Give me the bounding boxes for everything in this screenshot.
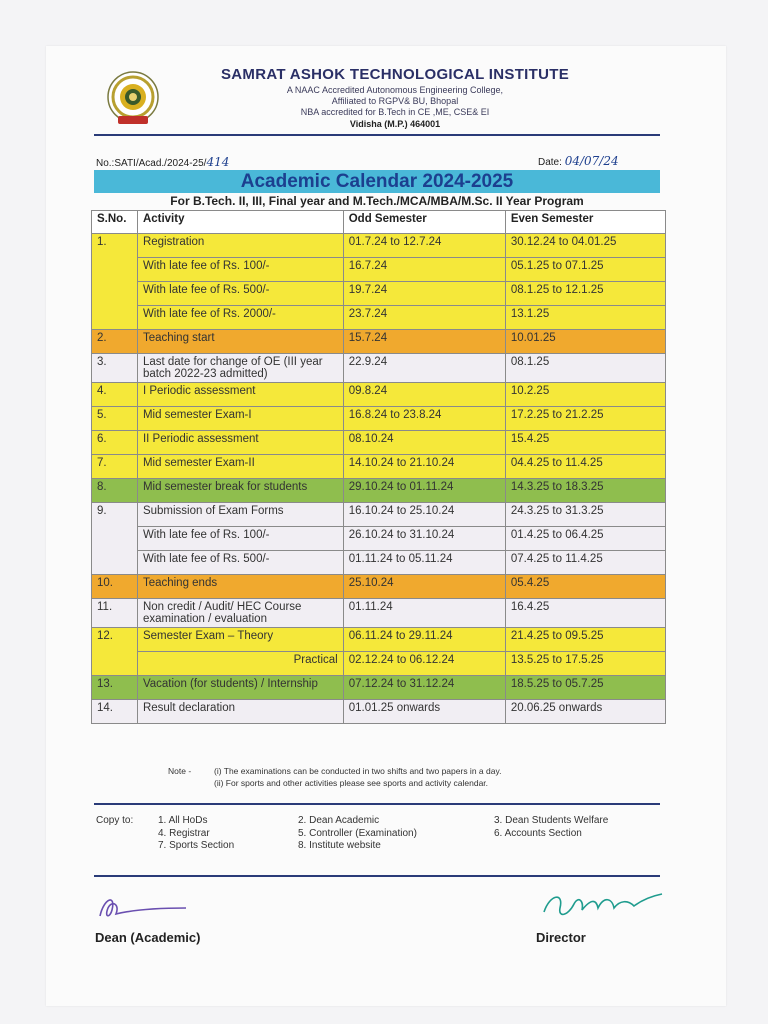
copy-to-col3 [494,815,608,840]
reference-label: No.:SATI/Acad./2024-25/ [96,158,207,169]
cell-activity: Practical [137,652,343,676]
table-row [92,306,666,330]
cell-activity: II Periodic assessment [137,431,343,455]
institute-address: Vidisha (M.P.) 464001 [349,119,441,129]
cell-activity: With late fee of Rs. 100/- [137,527,343,551]
cell-even: 24.3.25 to 31.3.25 [505,503,665,527]
cell-even: 30.12.24 to 04.01.25 [505,234,665,258]
table-row [92,282,666,306]
cell-even: 20.06.25 onwards [505,700,665,724]
director-signature [538,882,668,926]
institute-name: SAMRAT ASHOK TECHNOLOGICAL INSTITUTE [220,66,569,83]
cell-odd: 26.10.24 to 31.10.24 [343,527,505,551]
table-row [92,479,666,503]
cell-odd: 02.12.24 to 06.12.24 [343,652,505,676]
cell-sno: 14. [92,700,138,724]
header-divider [94,134,660,136]
cell-odd: 01.11.24 to 05.11.24 [343,551,505,575]
table-row [92,503,666,527]
table-row [92,700,666,724]
header-odd-semester: Odd Semester [343,211,505,234]
institute-affiliation: Affiliated to RGPV& BU, Bhopal [331,96,459,106]
cell-even: 21.4.25 to 09.5.25 [505,628,665,652]
cell-odd: 16.7.24 [343,258,505,282]
table-row [92,599,666,628]
note-section [168,765,502,788]
institute-nba: NBA accredited for B.Tech in CE ,ME, CSE& EI [300,107,490,117]
cell-odd: 14.10.24 to 21.10.24 [343,455,505,479]
table-header-row [92,211,666,234]
table-row [92,676,666,700]
header-even-semester: Even Semester [505,211,665,234]
cell-activity: With late fee of Rs. 2000/- [137,306,343,330]
cell-odd: 19.7.24 [343,282,505,306]
cell-odd: 16.8.24 to 23.8.24 [343,407,505,431]
cell-sno: 9. [92,503,138,575]
cell-even: 05.4.25 [505,575,665,599]
cell-even: 15.4.25 [505,431,665,455]
cell-even: 08.1.25 [505,354,665,383]
date-label: Date: [538,157,562,168]
academic-calendar-table [91,210,666,724]
cell-even: 14.3.25 to 18.3.25 [505,479,665,503]
cell-sno: 2. [92,330,138,354]
table-row [92,330,666,354]
table-row [92,652,666,676]
cell-odd: 01.01.25 onwards [343,700,505,724]
cell-odd: 09.8.24 [343,383,505,407]
cell-odd: 25.10.24 [343,575,505,599]
note-line-1: (i) The examinations can be conducted in two shifts and two papers in a day. [214,766,502,776]
cell-even: 18.5.25 to 05.7.25 [505,676,665,700]
cell-sno: 11. [92,599,138,628]
copy-recipient: 6. Accounts Section [494,827,582,839]
date-handwritten-value: 04/07/24 [564,154,619,168]
cell-odd: 06.11.24 to 29.11.24 [343,628,505,652]
cell-sno: 1. [92,234,138,330]
table-row [92,234,666,258]
dean-signature [94,888,194,924]
dean-academic-label: Dean (Academic) [95,930,201,945]
note-line-2: (ii) For sports and other activities please see sports and activity calendar. [214,778,489,788]
table-row [92,258,666,282]
cell-odd: 01.7.24 to 12.7.24 [343,234,505,258]
table-row [92,575,666,599]
cell-odd: 08.10.24 [343,431,505,455]
cell-even: 13.5.25 to 17.5.25 [505,652,665,676]
cell-activity: Mid semester Exam-II [137,455,343,479]
document-date [538,154,619,168]
institute-logo [106,70,160,128]
cell-odd: 23.7.24 [343,306,505,330]
cell-even: 08.1.25 to 12.1.25 [505,282,665,306]
cell-activity: Non credit / Audit/ HEC Course examination / evaluation [137,599,343,628]
table-row [92,407,666,431]
copy-to-col2 [298,815,417,853]
copy-divider-bottom [94,875,660,877]
cell-activity: Mid semester break for students [137,479,343,503]
copy-recipient: 1. All HoDs [158,815,208,826]
cell-sno: 8. [92,479,138,503]
cell-odd: 16.10.24 to 25.10.24 [343,503,505,527]
cell-even: 01.4.25 to 06.4.25 [505,527,665,551]
cell-sno: 13. [92,676,138,700]
cell-even: 07.4.25 to 11.4.25 [505,551,665,575]
table-row [92,551,666,575]
cell-activity: I Periodic assessment [137,383,343,407]
cell-even: 04.4.25 to 11.4.25 [505,455,665,479]
table-row [92,354,666,383]
cell-sno: 5. [92,407,138,431]
cell-activity: Teaching start [137,330,343,354]
cell-sno: 4. [92,383,138,407]
cell-activity: With late fee of Rs. 500/- [137,282,343,306]
reference-handwritten-number: 414 [206,155,230,169]
cell-even: 10.01.25 [505,330,665,354]
cell-odd: 22.9.24 [343,354,505,383]
cell-even: 17.2.25 to 21.2.25 [505,407,665,431]
table-row [92,628,666,652]
calendar-title: Academic Calendar 2024-2025 [94,170,660,193]
copy-recipient: 2. Dean Academic [298,815,380,826]
cell-odd: 29.10.24 to 01.11.24 [343,479,505,503]
table-row [92,455,666,479]
cell-even: 05.1.25 to 07.1.25 [505,258,665,282]
cell-sno: 12. [92,628,138,676]
cell-even: 13.1.25 [505,306,665,330]
copy-recipient: 3. Dean Students Welfare [494,815,609,826]
copy-recipient: 8. Institute website [298,840,381,851]
cell-sno: 6. [92,431,138,455]
cell-even: 16.4.25 [505,599,665,628]
cell-activity: Teaching ends [137,575,343,599]
cell-sno: 3. [92,354,138,383]
director-label: Director [536,930,586,945]
cell-activity: Vacation (for students) / Internship [137,676,343,700]
cell-odd: 15.7.24 [343,330,505,354]
cell-activity: Semester Exam – Theory [137,628,343,652]
cell-even: 10.2.25 [505,383,665,407]
cell-activity: Submission of Exam Forms [137,503,343,527]
reference-number [96,155,229,169]
header-activity: Activity [137,211,343,234]
cell-activity: With late fee of Rs. 500/- [137,551,343,575]
header-sno: S.No. [92,211,138,234]
cell-activity: Last date for change of OE (III year batch 2022-23 admitted) [137,354,343,383]
cell-activity: Result declaration [137,700,343,724]
copy-recipient: 7. Sports Section [158,840,235,851]
cell-sno: 10. [92,575,138,599]
cell-activity: With late fee of Rs. 100/- [137,258,343,282]
table-row [92,383,666,407]
cell-sno: 7. [92,455,138,479]
copy-to-label: Copy to: [96,815,134,826]
table-row [92,527,666,551]
calendar-subtitle: For B.Tech. II, III, Final year and M.Tech./MCA/MBA/M.Sc. II Year Program [170,194,584,208]
institute-accreditation: A NAAC Accredited Autonomous Engineering College, [286,85,504,95]
copy-to-col1 [158,815,234,853]
copy-recipient: 4. Registrar [158,827,210,839]
table-row [92,431,666,455]
copy-divider-top [94,803,660,805]
cell-activity: Mid semester Exam-I [137,407,343,431]
cell-activity: Registration [137,234,343,258]
cell-odd: 07.12.24 to 31.12.24 [343,676,505,700]
cell-odd: 01.11.24 [343,599,505,628]
note-label: Note - [168,766,192,776]
copy-recipient: 5. Controller (Examination) [298,827,417,839]
